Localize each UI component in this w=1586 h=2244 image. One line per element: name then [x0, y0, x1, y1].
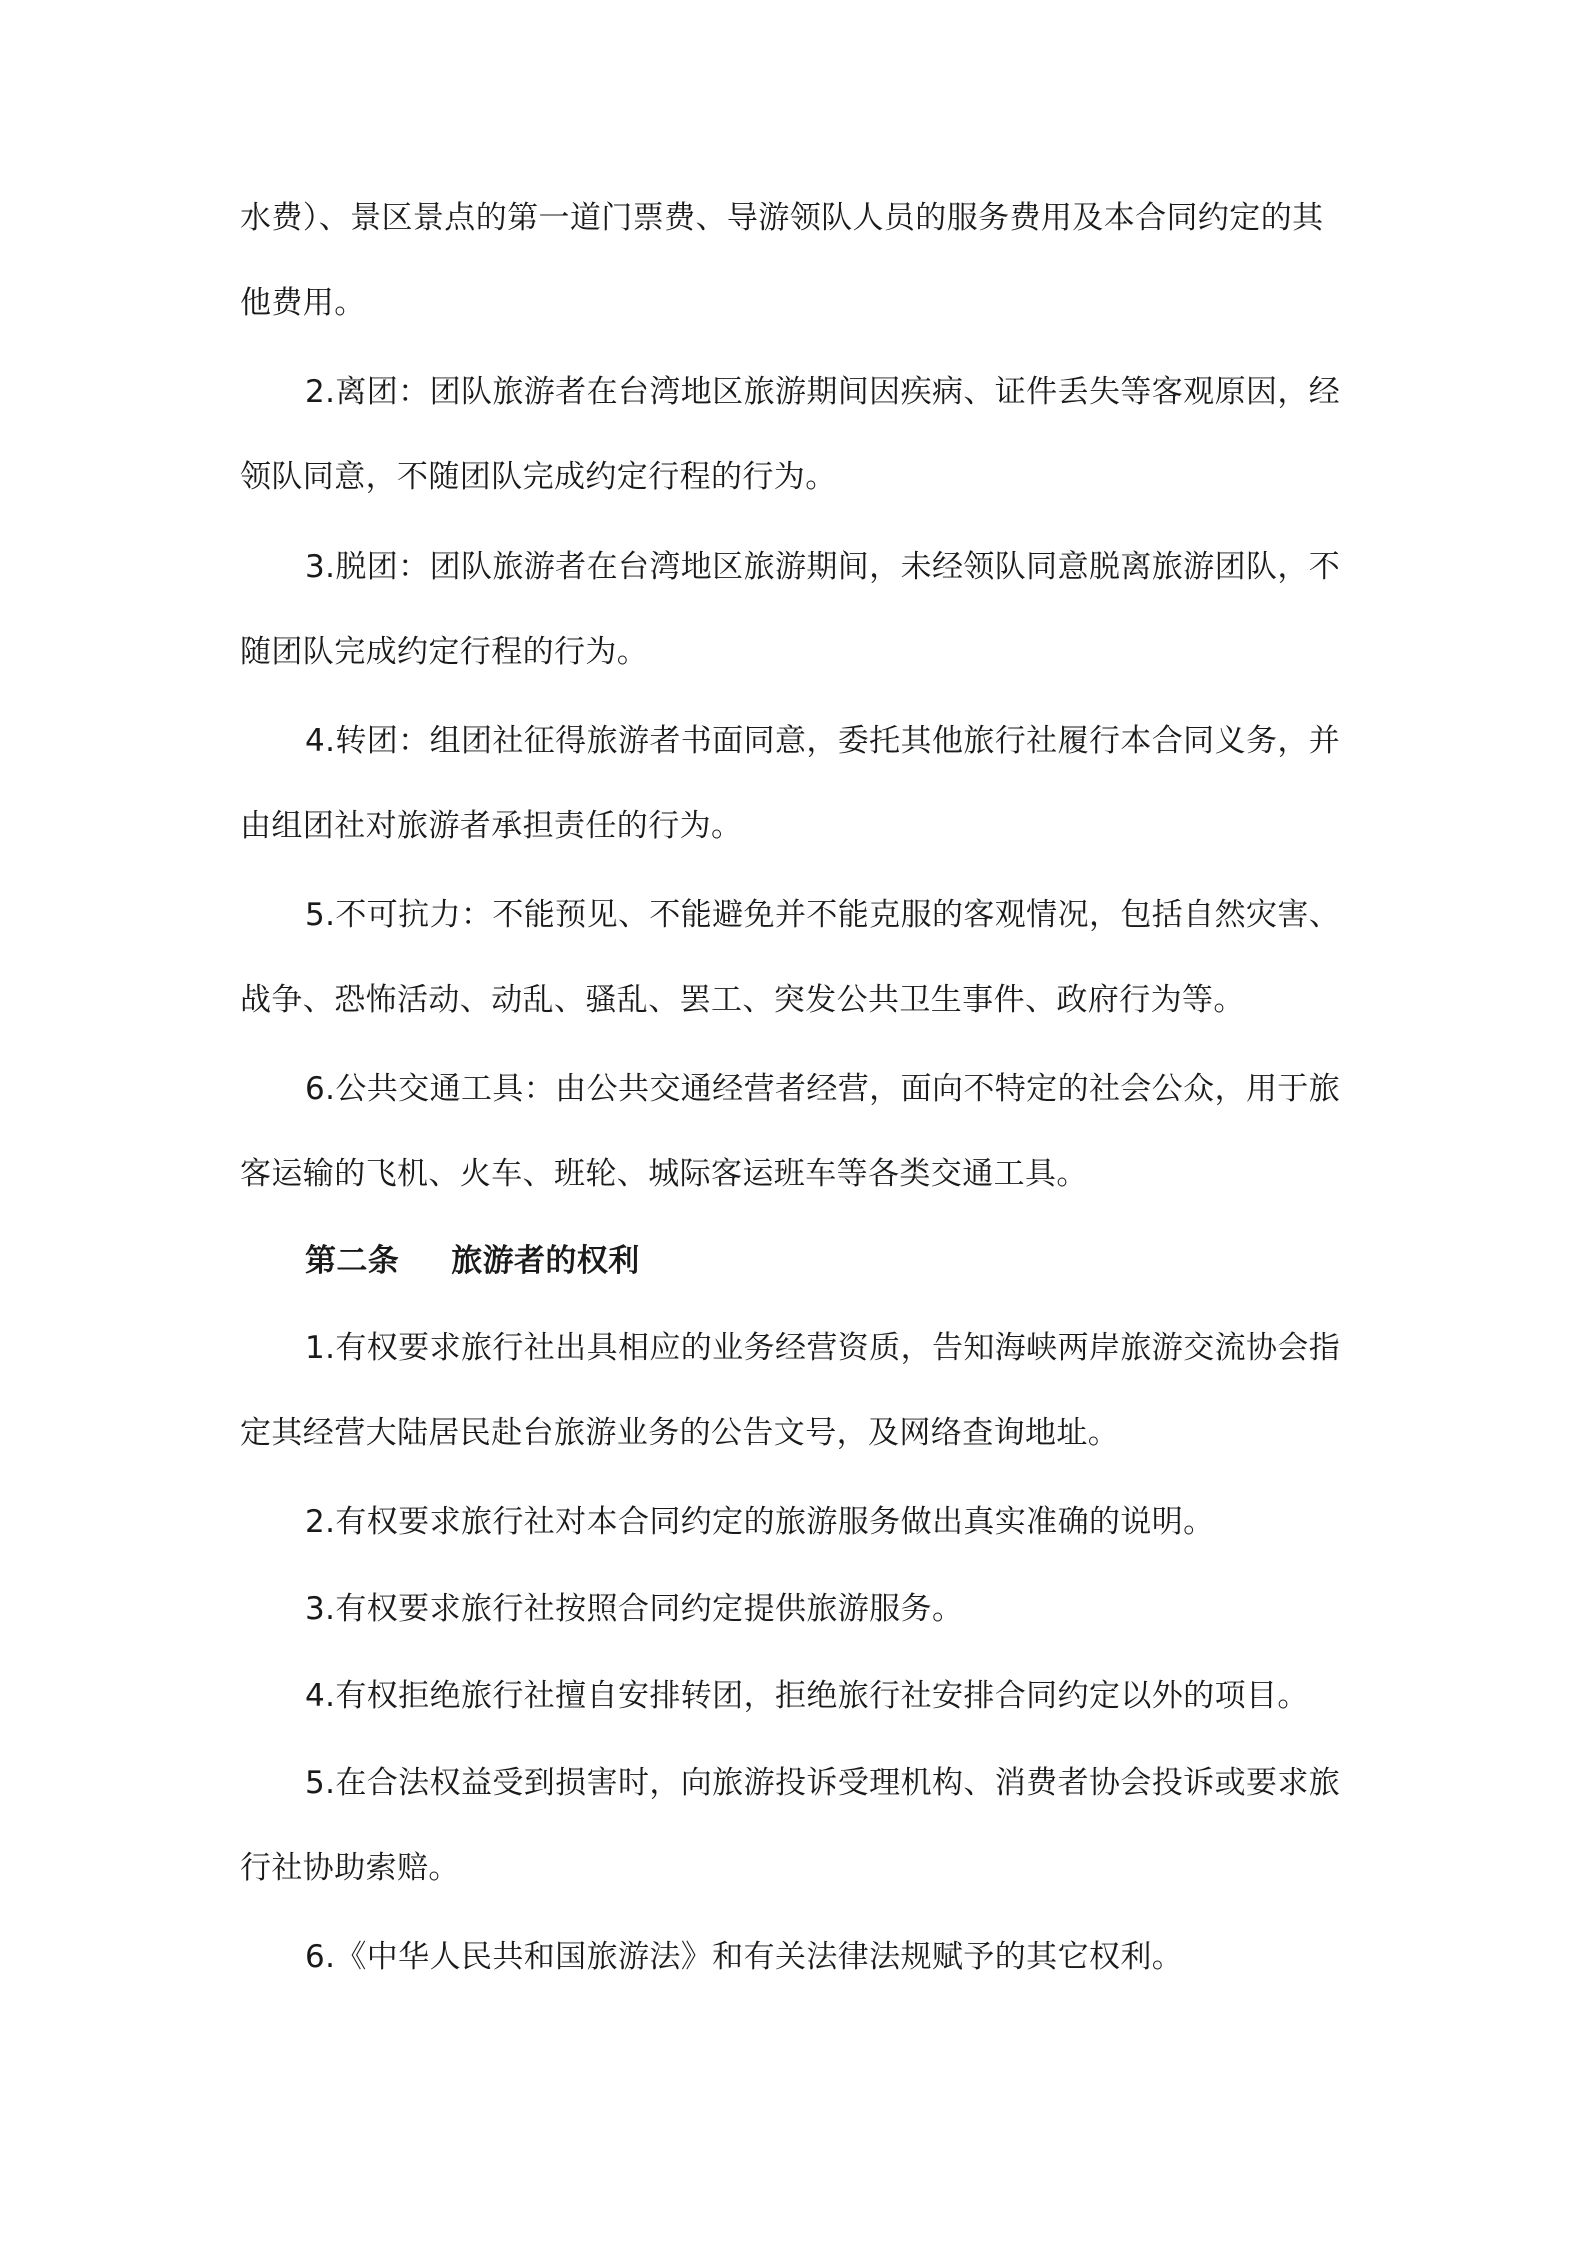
article-heading [305, 1241, 640, 1281]
article-number: 第二条 [305, 1243, 400, 1279]
paragraph-line: 他费用。 [240, 285, 366, 321]
paragraph-line: 领队同意，不随团队完成约定行程的行为。 [240, 459, 837, 495]
paragraph-line: 定其经营大陆居民赴台旅游业务的公告文号，及网络查询地址。 [240, 1415, 1120, 1451]
paragraph-line: 2.有权要求旅行社对本合同约定的旅游服务做出真实准确的说明。 [305, 1504, 1215, 1540]
paragraph-line: 战争、恐怖活动、动乱、骚乱、罢工、突发公共卫生事件、政府行为等。 [240, 982, 1245, 1018]
paragraph-line: 行社协助索赔。 [240, 1850, 460, 1886]
paragraph-line: 由组团社对旅游者承担责任的行为。 [240, 808, 743, 844]
paragraph-line: 6.公共交通工具：由公共交通经营者经营，面向不特定的社会公众，用于旅 [305, 1071, 1341, 1107]
paragraph-line: 随团队完成约定行程的行为。 [240, 634, 649, 670]
paragraph-line: 水费）、景区景点的第一道门票费、导游领队人员的服务费用及本合同约定的其 [240, 200, 1324, 236]
paragraph-line: 3.有权要求旅行社按照合同约定提供旅游服务。 [305, 1591, 964, 1627]
paragraph-line: 3.脱团：团队旅游者在台湾地区旅游期间，未经领队同意脱离旅游团队，不 [305, 549, 1341, 585]
paragraph-line: 4.转团：组团社征得旅游者书面同意，委托其他旅行社履行本合同义务，并 [305, 723, 1341, 759]
paragraph-line: 4.有权拒绝旅行社擅自安排转团，拒绝旅行社安排合同约定以外的项目。 [305, 1678, 1309, 1714]
paragraph-line: 客运输的飞机、火车、班轮、城际客运班车等各类交通工具。 [240, 1156, 1088, 1192]
paragraph-line: 5.不可抗力：不能预见、不能避免并不能克服的客观情况，包括自然灾害、 [305, 897, 1341, 933]
article-title: 旅游者的权利 [451, 1243, 640, 1279]
paragraph-line: 5.在合法权益受到损害时，向旅游投诉受理机构、消费者协会投诉或要求旅 [305, 1765, 1341, 1801]
paragraph-line: 1.有权要求旅行社出具相应的业务经营资质，告知海峡两岸旅游交流协会指 [305, 1330, 1341, 1366]
paragraph-line: 2.离团：团队旅游者在台湾地区旅游期间因疾病、证件丢失等客观原因，经 [305, 374, 1341, 410]
paragraph-line: 6.《中华人民共和国旅游法》和有关法律法规赋予的其它权利。 [305, 1939, 1184, 1975]
